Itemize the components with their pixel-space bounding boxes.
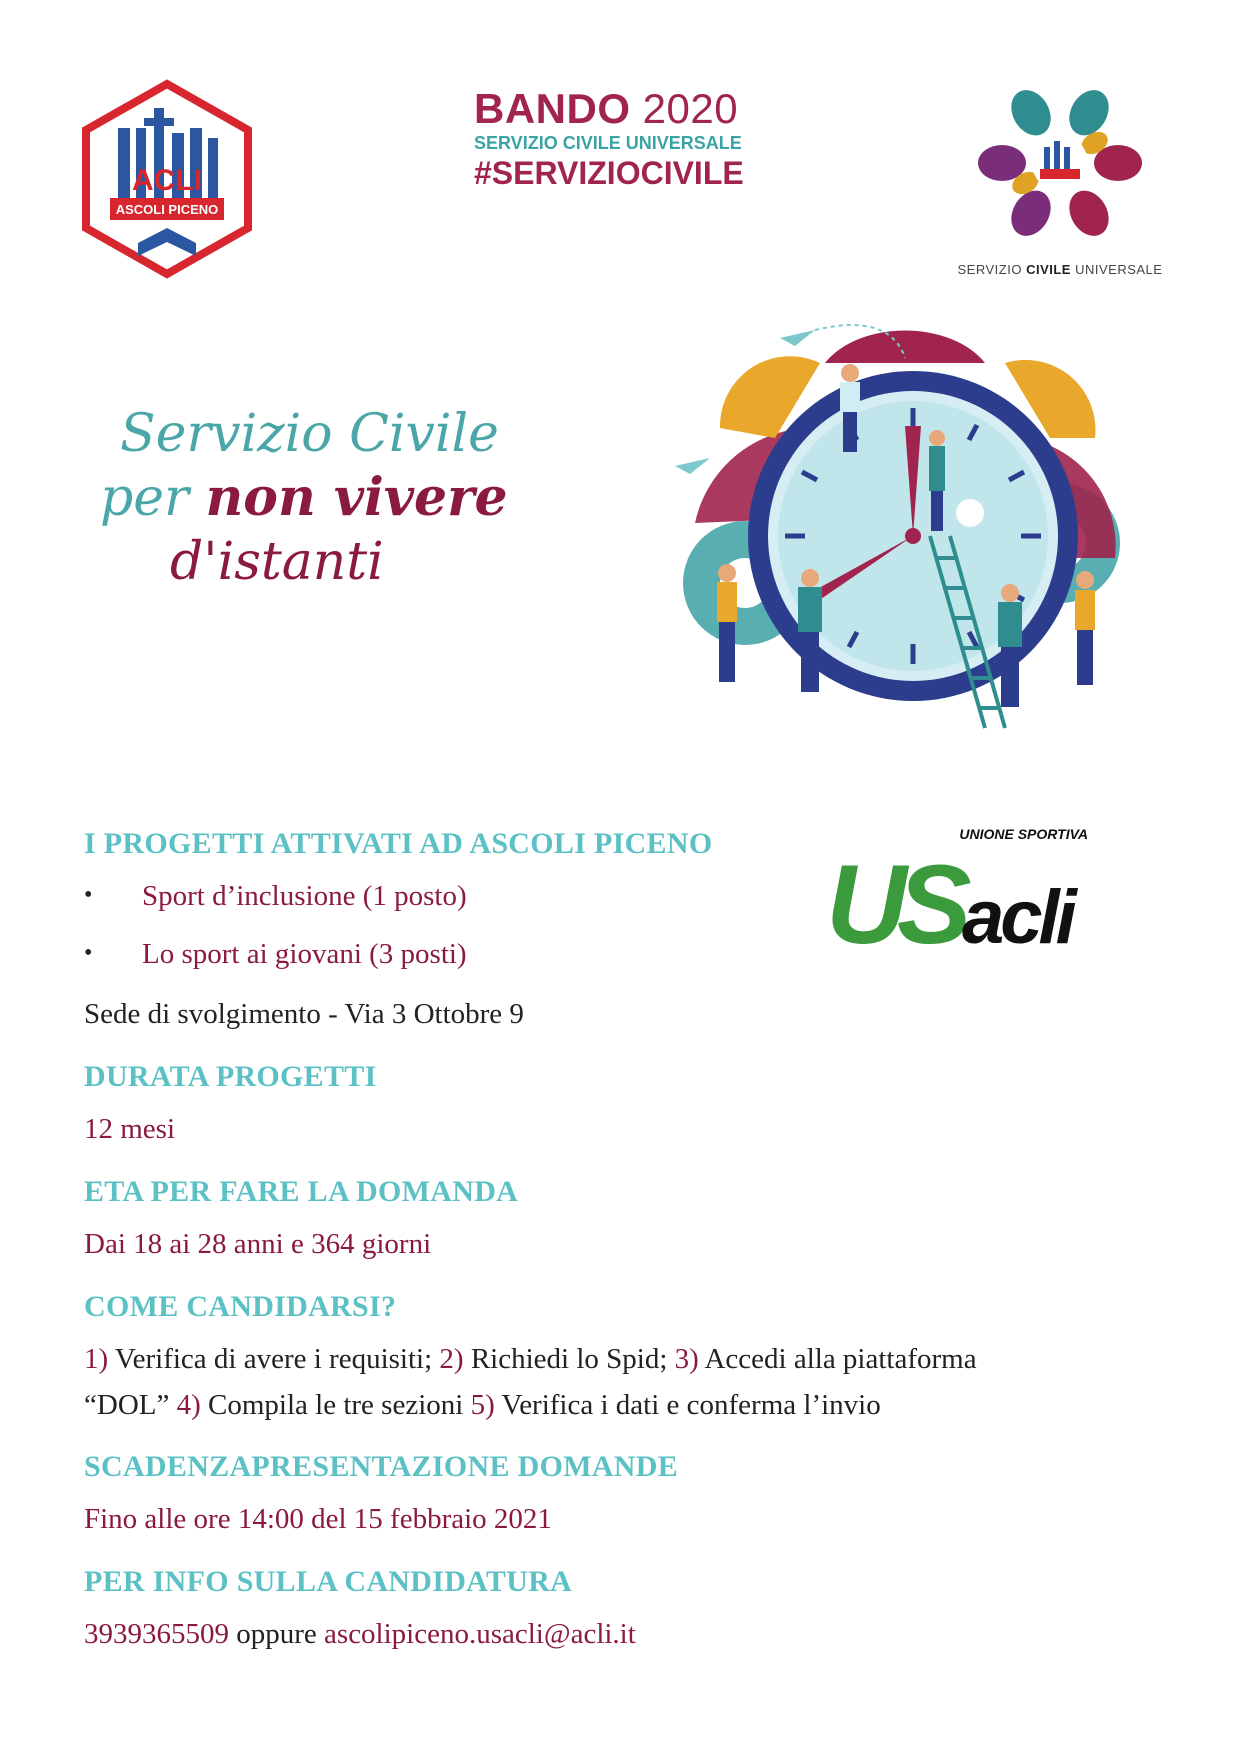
progetto-item-2: • Lo sport ai giovani (3 posti) — [84, 938, 467, 996]
servizio-civile-hands-logo — [960, 78, 1160, 248]
durata-heading: DURATA PROGETTI — [84, 1060, 377, 1093]
us-acli-small-text: UNIONE SPORTIVA — [959, 826, 1088, 842]
acli-logo-text: ACLI — [132, 164, 202, 197]
progetti-list — [84, 880, 467, 996]
slogan — [100, 402, 620, 594]
candidarsi-heading: COME CANDIDARSI? — [84, 1290, 397, 1323]
progetto-item-1: • Sport d’inclusione (1 posto) — [84, 880, 467, 938]
info-email[interactable]: ascolipiceno.usacli@acli.it — [324, 1618, 636, 1650]
slogan-line-3: d'istanti — [170, 532, 384, 592]
slogan-line-1: Servizio Civile — [120, 404, 499, 464]
bando-subtitle: SERVIZIO CIVILE UNIVERSALE — [474, 133, 742, 153]
sede-text: Sede di svolgimento - Via 3 Ottobre 9 — [84, 998, 524, 1030]
bando-hashtag: #SERVIZIOCIVILE — [474, 155, 744, 191]
us-acli-us: US — [826, 842, 962, 967]
clock-illustration — [665, 318, 1160, 743]
us-acli-acli: acli — [962, 875, 1073, 960]
info-heading: PER INFO SULLA CANDIDATURA — [84, 1565, 573, 1598]
acli-ascoli-piceno-logo — [78, 78, 256, 280]
acli-logo-city: ASCOLI PICENO — [115, 202, 219, 217]
info-phone[interactable]: 3939365509 — [84, 1618, 229, 1650]
info-contacts: 3939365509 oppure ascolipiceno.usacli@acli.it — [84, 1618, 636, 1650]
eta-heading: ETA PER FARE LA DOMANDA — [84, 1175, 519, 1208]
bando-2020-banner — [474, 86, 764, 192]
candidarsi-steps-line-1: 1) Verifica di avere i requisiti; 2) Richiedi lo Spid; 3) Accedi alla piattaforma — [84, 1343, 977, 1375]
eta-value: Dai 18 ai 28 anni e 364 giorni — [84, 1228, 432, 1260]
candidarsi-steps-line-2: “DOL” 4) Compila le tre sezioni 5) Verifica i dati e conferma l’invio — [84, 1389, 881, 1421]
servizio-civile-universale-caption: SERVIZIO CIVILE UNIVERSALE — [957, 262, 1163, 277]
progetti-heading: I PROGETTI ATTIVATI AD ASCOLI PICENO — [84, 827, 713, 860]
bando-year: 2020 — [642, 85, 739, 132]
durata-value: 12 mesi — [84, 1113, 176, 1145]
us-acli-logo — [820, 805, 1095, 983]
bando-word: BANDO — [474, 85, 631, 132]
scadenza-heading: SCADENZAPRESENTAZIONE DOMANDE — [84, 1450, 679, 1483]
scadenza-value: Fino alle ore 14:00 del 15 febbraio 2021 — [84, 1503, 552, 1535]
slogan-line-2: per non vivere — [100, 467, 508, 528]
